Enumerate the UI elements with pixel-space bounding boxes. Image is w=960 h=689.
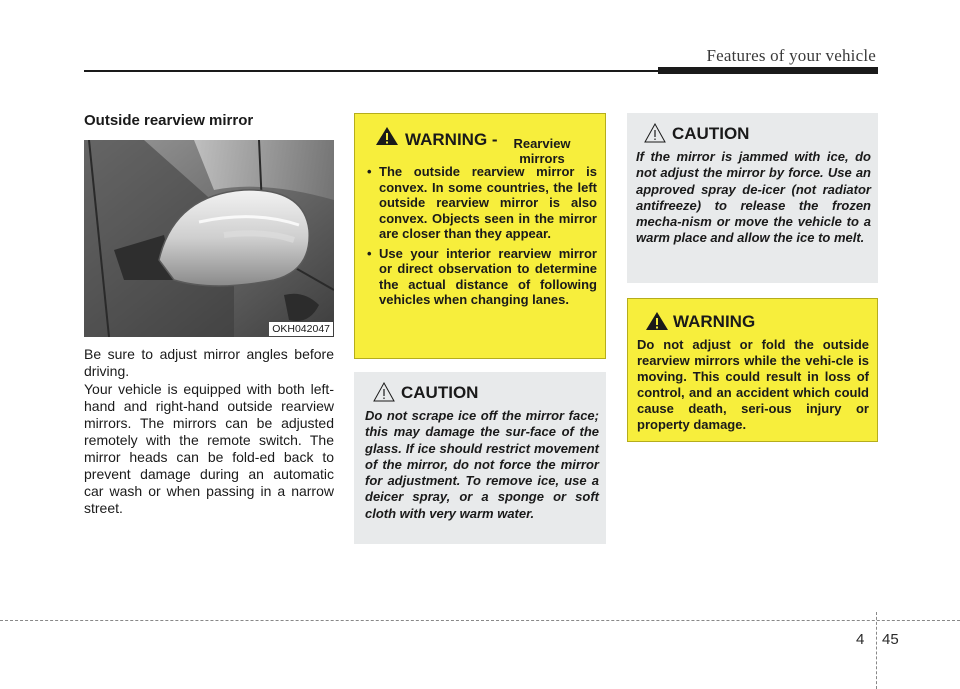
bullet-text: Use your interior rearview mirror or direct observation to determine the actual distance of following vehicles when changing lanes. xyxy=(379,245,597,307)
header-title: Features of your vehicle xyxy=(706,46,876,65)
warning-text: Do not adjust or fold the outside rearview mirrors while the vehi-cle is moving. This could result in loss of control, and an accident which could cause death, seri-ous injury or property damage. xyxy=(637,337,869,432)
footer-divider xyxy=(876,612,877,689)
body-paragraph-2: Your vehicle is equipped with both left-hand and right-hand outside rearview mirrors. The mirrors can be adjusted remotely with the remote switch. The mirror heads can be fold-ed back to prevent damage during an automatic car wash or when passing in a narrow street. xyxy=(84,381,334,516)
caution-box-jammed xyxy=(627,113,878,283)
list-item xyxy=(367,246,597,308)
caution-text: Do not scrape ice off the mirror face; this may damage the sur-face of the glass. If ice should restrict movement of the mirror, do not force the mirror for adjustment. To remove ice, use a deicer spray, or a sponge or soft cloth with very warm water. xyxy=(365,408,599,521)
warning-triangle-icon xyxy=(375,126,399,146)
caution-text: If the mirror is jammed with ice, do not adjust the mirror by force. Use an approved spray de-icer (not radiator antifreeze) to release the frozen mecha-nism or move the vehicle to a warm place and allow the ice to melt. xyxy=(636,149,871,246)
photo-label: OKH042047 xyxy=(269,322,333,336)
bullet-text: The outside rearview mirror is convex. In some countries, the left outside rearview mirror is also convex. Objects seen in the mirror are closer than they appear. xyxy=(379,164,597,241)
warning-triangle-icon xyxy=(645,311,669,331)
caution-box-header xyxy=(636,121,871,149)
caution-box-header xyxy=(365,380,599,408)
bullet-symbol: • xyxy=(367,164,372,179)
caution-triangle-icon xyxy=(644,123,666,143)
warning-title: WARNING xyxy=(673,312,756,331)
page-chapter: 4 xyxy=(856,631,865,648)
list-item xyxy=(367,164,597,242)
header-rule-accent xyxy=(658,67,878,74)
page-number: 45 xyxy=(882,631,899,648)
warning-box-fold xyxy=(627,298,878,442)
warning-title: WARNING - xyxy=(405,130,498,149)
caution-title: CAUTION xyxy=(401,383,479,402)
warning-box-header xyxy=(367,124,597,166)
section-heading: Outside rearview mirror xyxy=(84,112,254,129)
warning-box-header xyxy=(637,309,869,337)
caution-title: CAUTION xyxy=(672,124,750,143)
bullet-symbol: • xyxy=(367,245,372,261)
caution-triangle-icon xyxy=(373,382,395,402)
mirror-photo xyxy=(84,140,334,337)
warning-bullet-list xyxy=(367,164,597,308)
warning-box-rearview xyxy=(354,113,606,359)
footer-rule xyxy=(0,620,960,621)
caution-box-ice xyxy=(354,372,606,544)
warning-subtitle: Rearview mirrors xyxy=(513,136,571,166)
body-paragraph-1: Be sure to adjust mirror angles before driving. xyxy=(84,346,334,379)
mirror-illustration xyxy=(84,140,334,337)
